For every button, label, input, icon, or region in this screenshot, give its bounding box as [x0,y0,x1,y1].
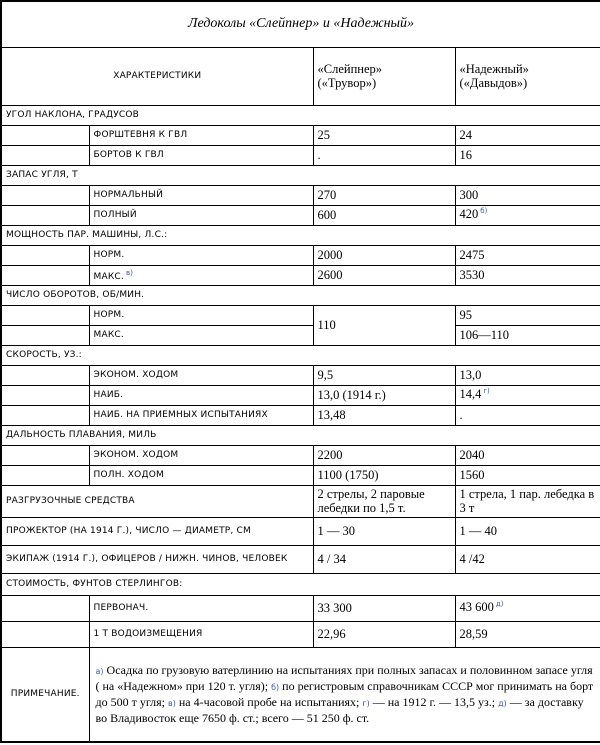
cell-value: 106—110 [455,325,600,345]
row-label: ПРОЖЕКТОР (НА 1914 Г.), ЧИСЛО — ДИАМЕТР, СМ [1,517,313,545]
footnote-mark: а) [95,666,104,676]
row-label: МАКС. [89,325,313,345]
characteristics-header: ХАРАКТЕРИСТИКИ [1,47,313,105]
cell-value-with-footnote [455,205,600,225]
cell-value-merged: 110 [313,305,455,345]
header-row [1,47,600,105]
cell-value: 1560 [455,465,600,485]
note-d: — за доставку во Владивосток еще 7650 ф. ст.; всего — 51 250 ф. ст. [95,694,584,725]
table-row [1,545,600,573]
row-label: НОРМ. [89,305,313,325]
table-row [1,265,600,285]
row-label: НАИБ. [89,385,313,405]
section-label-rpm: ЧИСЛО ОБОРОТОВ, ОБ/МИН. [1,285,600,305]
note-g: — на 1912 г. — 13,5 уз.; [372,694,496,709]
section-label-speed: СКОРОСТЬ, УЗ.: [1,345,600,365]
section-row-rpm [1,285,600,305]
cell-value: 4 /42 [455,545,600,573]
note-b: по регистровым справочникам СССР мог принимать на борт до 500 т угля; [95,678,594,709]
cell-value: 14,4 [459,387,482,402]
table-row [1,595,600,621]
table-row [1,245,600,265]
footnote-mark: б) [480,207,488,216]
cell-value: 2000 [313,245,455,265]
row-label: НОРМ. [89,245,313,265]
cell-value: 9,5 [313,365,455,385]
cell-value: 13,48 [313,405,455,425]
note-a: Осадка по грузовую ватерлинию на испытаниях при полных запасах и половинном запасе угля ( на «Надежном» при 120 т. угля); [95,662,593,693]
table-row [1,485,600,517]
cell-value-with-footnote [455,595,600,621]
row-label: ФОРШТЕВНЯ К ГВЛ [89,125,313,145]
notes-label: ПРИМЕЧАНИЕ. [1,647,89,742]
footnote-mark: д) [498,698,507,708]
row-label: БОРТОВ К ГВЛ [89,145,313,165]
cell-value: 24 [455,125,600,145]
cell-value: 1100 (1750) [313,465,455,485]
cell-value: 43 600 [459,600,494,615]
row-label: ЭКОНОМ. ХОДОМ [89,365,313,385]
title-row [1,1,600,47]
row-label: НАИБ. НА ПРИЕМНЫХ ИСПЫТАНИЯХ [89,405,313,425]
cell-value: 270 [313,185,455,205]
footnote-mark: б) [271,682,280,692]
row-label: ПОЛН. ХОДОМ [89,465,313,485]
cell-value: 1 — 30 [313,517,455,545]
ship2-header [455,47,600,105]
cell-value: 25 [313,125,455,145]
cell-value: 2475 [455,245,600,265]
row-label: РАЗГРУЗОЧНЫЕ СРЕДСТВА [1,485,313,517]
cell-value: . [455,405,600,425]
row-label: ПЕРВОНАЧ. [89,595,313,621]
row-label: НОРМАЛЬНЫЙ [89,185,313,205]
cell-value: 1 стрела, 1 пар. лебедка в 3 т [455,485,600,517]
section-row-coal [1,165,600,185]
cell-value: 22,96 [313,621,455,647]
ship2-name: «Надежный» [459,62,529,76]
table-row [1,185,600,205]
table-row [1,145,600,165]
section-row-incline [1,105,600,125]
footnote-mark: в) [168,698,176,708]
table-row [1,325,600,345]
ship1-alt-name: («Трувор») [317,76,377,90]
notes-text [89,647,600,742]
row-label-with-footnote [89,265,313,285]
note-v: на 4-часовой пробе на испытаниях; [178,694,360,709]
section-row-cost [1,573,600,595]
table-row [1,365,600,385]
section-label-incline: УГОЛ НАКЛОНА, ГРАДУСОВ [1,105,600,125]
table-row [1,125,600,145]
table-row [1,305,600,325]
row-label: ЭКИПАЖ (1914 Г.), ОФИЦЕРОВ / НИЖН. ЧИНОВ, ЧЕЛОВЕК [1,545,313,573]
cell-value: 28,59 [455,621,600,647]
row-label: МАКС. [93,271,124,282]
table-row [1,205,600,225]
cell-value: 2 стрелы, 2 паровые лебедки по 1,5 т. [313,485,455,517]
ship1-name: «Слейпнер» [317,62,382,76]
cell-value: 4 / 34 [313,545,455,573]
table-title: Ледоколы «Слейпнер» и «Надежный» [1,1,600,47]
cell-value: 3530 [455,265,600,285]
table-row [1,517,600,545]
table-row [1,465,600,485]
cell-value: 420 [459,207,479,222]
footnote-mark: д) [495,600,504,609]
cell-value: 95 [455,305,600,325]
table-row [1,385,600,405]
table-row [1,405,600,425]
section-label-power: МОЩНОСТЬ ПАР. МАШИНЫ, Л.С.: [1,225,600,245]
cell-value: 600 [313,205,455,225]
section-label-range: ДАЛЬНОСТЬ ПЛАВАНИЯ, МИЛЬ [1,425,600,445]
notes-row [1,647,600,742]
table-row [1,621,600,647]
section-label-coal: ЗАПАС УГЛЯ, Т [1,165,600,185]
section-row-range [1,425,600,445]
cell-value: 2200 [313,445,455,465]
cell-value: 13,0 (1914 г.) [313,385,455,405]
cell-value: 2600 [313,265,455,285]
cell-value-with-footnote [455,385,600,405]
footnote-mark: г) [483,387,490,396]
ship1-header [313,47,455,105]
table-row [1,445,600,465]
footnote-mark: в) [125,268,134,277]
section-row-speed [1,345,600,365]
cell-value: 13,0 [455,365,600,385]
cell-value: 1 — 40 [455,517,600,545]
cell-value: 300 [455,185,600,205]
section-label-cost: СТОИМОСТЬ, ФУНТОВ СТЕРЛИНГОВ: [1,573,600,595]
cell-value: 16 [455,145,600,165]
row-label: ЭКОНОМ. ХОДОМ [89,445,313,465]
row-label: 1 Т ВОДОИЗМЕЩЕНИЯ [89,621,313,647]
section-row-power [1,225,600,245]
footnote-mark: г) [362,698,370,708]
cell-value: . [313,145,455,165]
cell-value: 33 300 [313,595,455,621]
row-label: ПОЛНЫЙ [89,205,313,225]
ship2-alt-name: («Давыдов») [459,76,528,90]
cell-value: 2040 [455,445,600,465]
